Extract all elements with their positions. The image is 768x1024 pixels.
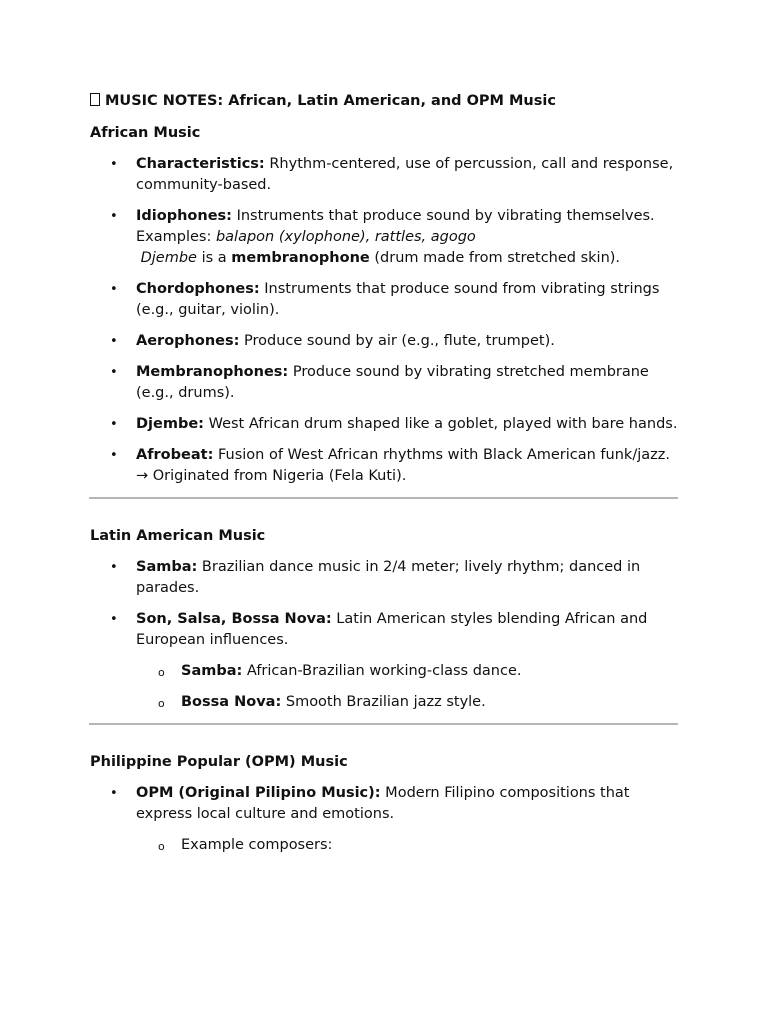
examples-label: Examples: bbox=[136, 229, 216, 245]
definition: African-Brazilian working-class dance. bbox=[242, 663, 522, 679]
latin-american-music-list bbox=[90, 557, 680, 713]
sub-list-item bbox=[136, 692, 680, 713]
definition: Fusion of West African rhythms with Black American funk/jazz. bbox=[213, 447, 670, 463]
list-item bbox=[90, 154, 680, 196]
djembe-italic: Djembe bbox=[140, 250, 197, 266]
term: Samba: bbox=[136, 559, 198, 575]
section-divider bbox=[89, 723, 678, 725]
definition: Produce sound by vibrating stretched membrane (e.g., drums). bbox=[136, 364, 649, 401]
section-divider bbox=[89, 497, 678, 499]
list-item bbox=[90, 557, 680, 599]
sub-list bbox=[136, 661, 680, 713]
african-music-list bbox=[90, 154, 680, 487]
section-heading-african-music: African Music bbox=[90, 125, 201, 141]
sub-list-item bbox=[136, 661, 680, 682]
term: Bossa Nova: bbox=[181, 694, 282, 710]
list-item bbox=[90, 783, 680, 856]
sub-list bbox=[136, 835, 680, 856]
term: Idiophones: bbox=[136, 208, 232, 224]
examples: balapon (xylophone), rattles, agogo bbox=[215, 229, 476, 245]
djembe-note-line bbox=[136, 248, 680, 269]
list-item bbox=[90, 362, 680, 404]
djembe-note-end: (drum made from stretched skin). bbox=[369, 250, 621, 266]
list-item bbox=[90, 206, 680, 269]
opm-music-list bbox=[90, 783, 680, 856]
term: OPM (Original Pilipino Music): bbox=[136, 785, 381, 801]
term: Djembe: bbox=[136, 416, 204, 432]
definition: Latin American styles blending African and European influences. bbox=[136, 611, 648, 648]
definition: Instruments that produce sound from vibrating strings (e.g., guitar, violin). bbox=[136, 281, 660, 318]
definition: Rhythm-centered, use of percussion, call and response, community-based. bbox=[136, 156, 674, 193]
definition: Smooth Brazilian jazz style. bbox=[281, 694, 486, 710]
definition: Modern Filipino compositions that express local culture and emotions. bbox=[136, 785, 630, 822]
sub-list-item bbox=[136, 835, 680, 856]
definition: Example composers: bbox=[181, 837, 333, 853]
definition: West African drum shaped like a goblet, played with bare hands. bbox=[203, 416, 678, 432]
term: Characteristics: bbox=[136, 156, 265, 172]
term: Chordophones: bbox=[136, 281, 260, 297]
list-item bbox=[90, 445, 680, 487]
term: Afrobeat: bbox=[136, 447, 214, 463]
list-item bbox=[90, 279, 680, 321]
list-item bbox=[90, 414, 680, 435]
membranophone-term: membranophone bbox=[231, 250, 370, 266]
term: Samba: bbox=[181, 663, 243, 679]
afrobeat-origin-note: → Originated from Nigeria (Fela Kuti). bbox=[136, 468, 407, 484]
term: Son, Salsa, Bossa Nova: bbox=[136, 611, 332, 627]
definition: Brazilian dance music in 2/4 meter; lively rhythm; danced in parades. bbox=[136, 559, 641, 596]
term: Aerophones: bbox=[136, 333, 240, 349]
term: Membranophones: bbox=[136, 364, 289, 380]
document-title: MUSIC NOTES: African, Latin American, and OPM Music bbox=[90, 91, 680, 112]
document-content bbox=[90, 91, 680, 866]
section-heading-opm-music: Philippine Popular (OPM) Music bbox=[90, 754, 348, 770]
definition: Instruments that produce sound by vibrating themselves. bbox=[231, 208, 655, 224]
examples-line bbox=[136, 227, 680, 248]
list-item bbox=[90, 331, 680, 352]
djembe-note-mid: is a bbox=[196, 250, 232, 266]
missing-glyph-box-icon bbox=[90, 93, 100, 106]
section-heading-latin-american-music: Latin American Music bbox=[90, 528, 266, 544]
list-item bbox=[90, 609, 680, 713]
definition: Produce sound by air (e.g., flute, trumpet). bbox=[239, 333, 555, 349]
